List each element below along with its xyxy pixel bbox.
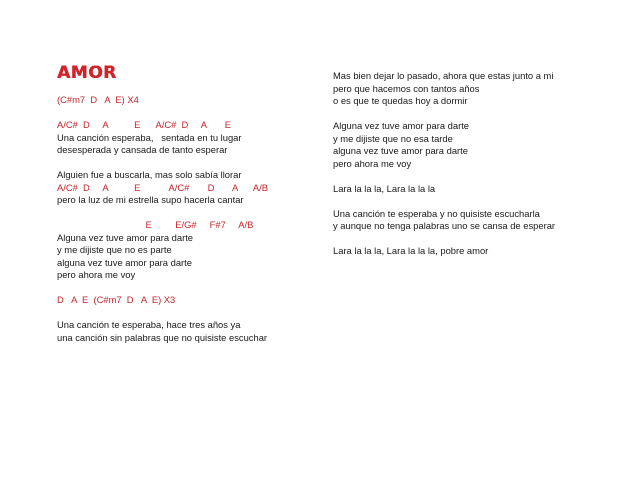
right-stanza2-line-2: y me dijiste que no esa tarde — [333, 132, 453, 144]
right-stanza3-line-1: Una canción te esperaba y no quisiste escucharla — [333, 207, 540, 219]
verse1-line-2: desesperada y cansada de tanto esperar — [57, 144, 228, 155]
chorus-line-2: y me dijiste que no es parte — [57, 244, 172, 255]
right-lara-1: Lara la la la, Lara la la la — [333, 182, 436, 194]
verse2-line-1: Alguien fue a buscarla, mas solo sabía llorar — [57, 169, 242, 180]
chorus-chords: E E/G# F#7 A/B — [57, 219, 254, 230]
chorus-line-4: pero ahora me voy — [57, 269, 136, 280]
bridge-chords: D A E (C#m7 D A E) X3 — [57, 294, 176, 305]
song-title: AMOR — [57, 63, 117, 83]
outro-line-2: una canción sin palabras que no quisiste escuchar — [57, 331, 268, 343]
right-lara-2: Lara la la la, Lara la la la, pobre amor — [333, 245, 489, 256]
right-stanza2-line-4: pero ahora me voy — [333, 157, 412, 169]
right-stanza3-line-2: y aunque no tenga palabras uno se cansa de esperar — [333, 220, 556, 231]
chorus-line-3: alguna vez tuve amor para darte — [57, 256, 192, 268]
right-stanza1-line-1: Mas bien dejar lo pasado, ahora que estas junto a mi — [333, 70, 554, 81]
verse2-line-2: pero la luz de mi estrella supo hacerla cantar — [57, 194, 244, 205]
chorus-line-1: Alguna vez tuve amor para darte — [57, 231, 194, 243]
intro-chords: (C#m7 D A E) X4 — [57, 94, 139, 105]
verse1-chords: A/C# D A E A/C# D A E — [57, 119, 232, 130]
right-stanza2-line-3: alguna vez tuve amor para darte — [333, 145, 468, 156]
right-stanza1-line-3: o es que te quedas hoy a dormir — [333, 95, 468, 106]
right-stanza1-line-2: pero que hacemos con tantos años — [333, 82, 480, 94]
right-stanza2-line-1: Alguna vez tuve amor para darte — [333, 120, 470, 131]
left-column — [57, 64, 317, 344]
verse2-chords: A/C# D A E A/C# D A A/B — [57, 181, 269, 193]
verse1-line-1: Una canción esperaba, sentada en tu lugar — [57, 131, 242, 143]
right-column — [333, 70, 623, 258]
outro-line-1: Una canción te esperaba, hace tres años ya — [57, 319, 241, 330]
